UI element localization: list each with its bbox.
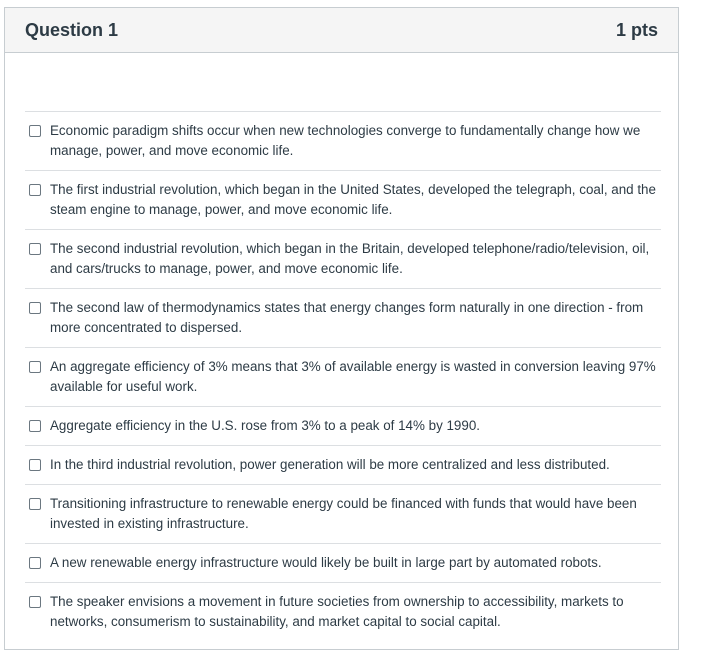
answer-list [25, 111, 661, 641]
answer-checkbox[interactable] [29, 125, 41, 137]
answer-option[interactable] [25, 229, 661, 288]
answer-label: The second industrial revolution, which began in the Britain, developed telephone/radio/television, oil, and cars/trucks to manage, power, and move economic life. [50, 241, 650, 276]
answer-checkbox[interactable] [29, 498, 41, 510]
answer-checkbox[interactable] [29, 420, 41, 432]
answer-checkbox[interactable] [29, 459, 41, 471]
answer-checkbox[interactable] [29, 243, 41, 255]
question-header [5, 8, 678, 53]
answer-checkbox[interactable] [29, 557, 41, 569]
answer-label: In the third industrial revolution, power generation will be more centralized and less distributed. [50, 457, 610, 472]
answer-checkbox[interactable] [29, 596, 41, 608]
answer-option[interactable] [25, 111, 661, 170]
answer-option[interactable] [25, 484, 661, 543]
answer-option[interactable] [25, 543, 661, 582]
answer-checkbox[interactable] [29, 302, 41, 314]
answer-option[interactable] [25, 347, 661, 406]
question-points: 1 pts [615, 19, 658, 40]
answer-checkbox[interactable] [29, 361, 41, 373]
answer-option[interactable] [25, 406, 661, 445]
answer-label: Aggregate efficiency in the U.S. rose from 3% to a peak of 14% by 1990. [50, 418, 480, 433]
answer-label: An aggregate efficiency of 3% means that 3% of available energy is wasted in conversion leaving 97% available for useful work. [50, 359, 656, 394]
answer-label: The speaker envisions a movement in future societies from ownership to accessibility, markets to networks, consumerism to sustainability, and market capital to social capital. [50, 594, 624, 629]
answer-option[interactable] [25, 582, 661, 641]
answer-label: Transitioning infrastructure to renewable energy could be financed with funds that would have been invested in existing infrastructure. [50, 496, 637, 531]
answer-checkbox[interactable] [29, 184, 41, 196]
question-card [4, 7, 679, 650]
answer-label: The second law of thermodynamics states that energy changes form naturally in one direction - from more concentrated to dispersed. [50, 300, 644, 335]
question-title: Question 1 [25, 19, 119, 40]
answer-option[interactable] [25, 288, 661, 347]
answer-label: Economic paradigm shifts occur when new technologies converge to fundamentally change how we manage, power, and move economic life. [50, 123, 641, 158]
answer-label: The first industrial revolution, which began in the United States, developed the telegraph, coal, and the steam engine to manage, power, and move economic life. [50, 182, 656, 217]
answer-option[interactable] [25, 445, 661, 484]
answer-label: A new renewable energy infrastructure would likely be built in large part by automated robots. [50, 555, 602, 570]
answer-option[interactable] [25, 170, 661, 229]
